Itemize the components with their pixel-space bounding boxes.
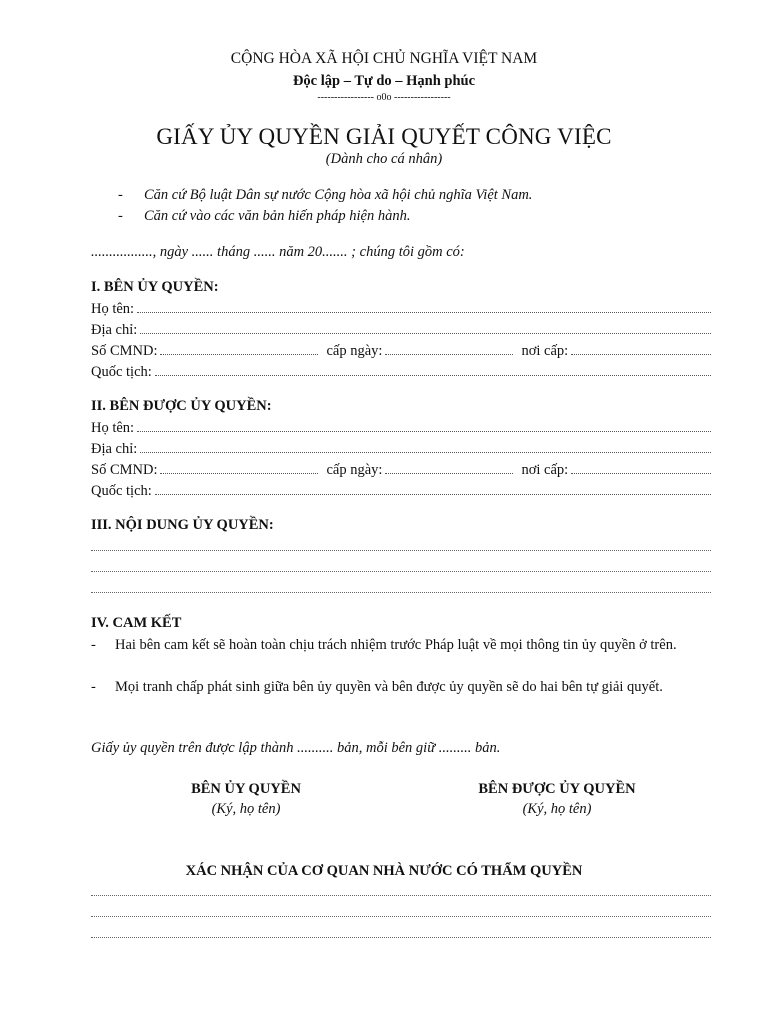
principal-id-label: Số CMND: [91, 343, 158, 359]
authority-line-1[interactable] [91, 895, 711, 896]
commitment-1: - Hai bên cam kết sẽ hoàn toàn chịu trách nhiệm trước Pháp luật về mọi thông tin ủy quyền ở trên. [91, 637, 677, 653]
content-line-1[interactable] [91, 550, 711, 551]
document-subtitle: (Dành cho cá nhân) [325, 151, 443, 167]
legal-basis-2: - Căn cứ vào các văn bản hiến pháp hiện hành. [118, 208, 411, 224]
content-line-2[interactable] [91, 571, 711, 572]
principal-nationality-label: Quốc tịch: [91, 364, 152, 380]
content-line-3[interactable] [91, 592, 711, 593]
principal-address-label: Địa chỉ: [91, 322, 138, 338]
agent-signature-note: (Ký, họ tên) [522, 801, 592, 817]
principal-address-field[interactable] [91, 321, 711, 341]
header-separator: ----------------- o0o ----------------- [317, 92, 451, 103]
principal-name-label: Họ tên: [91, 301, 135, 317]
principal-issue-date-label: cấp ngày: [326, 343, 383, 359]
agent-address-field[interactable] [91, 440, 711, 460]
principal-id-field[interactable] [91, 342, 711, 362]
copies-line: Giấy ủy quyền trên được lập thành .......... bản, mỗi bên giữ ......... bản. [91, 740, 501, 756]
commitment-2: - Mọi tranh chấp phát sinh giữa bên ủy quyền và bên được ủy quyền sẽ do hai bên tự giải quyết. [91, 679, 663, 695]
agent-name-label: Họ tên: [91, 420, 135, 436]
authority-confirmation-heading: XÁC NHẬN CỦA CƠ QUAN NHÀ NƯỚC CÓ THẨM QUYỀN [185, 863, 583, 879]
agent-issue-place-label: nơi cấp: [521, 462, 569, 478]
agent-id-field[interactable] [91, 461, 711, 481]
date-line: ................., ngày ...... tháng ...... năm 20....... ; chúng tôi gồm có: [91, 244, 465, 260]
section-agent-heading: II. BÊN ĐƯỢC ỦY QUYỀN: [91, 398, 272, 414]
section-principal-heading: I. BÊN ỦY QUYỀN: [91, 279, 219, 295]
agent-name-field[interactable] [91, 419, 711, 439]
authority-line-2[interactable] [91, 916, 711, 917]
principal-signature-note: (Ký, họ tên) [211, 801, 281, 817]
agent-signature-title: BÊN ĐƯỢC ỦY QUYỀN [478, 781, 636, 797]
section-content-heading: III. NỘI DUNG ỦY QUYỀN: [91, 517, 274, 533]
principal-nationality-field[interactable] [91, 363, 711, 383]
authority-line-3[interactable] [91, 937, 711, 938]
section-commitment-heading: IV. CAM KẾT [91, 615, 182, 631]
agent-nationality-label: Quốc tịch: [91, 483, 152, 499]
principal-issue-place-label: nơi cấp: [521, 343, 569, 359]
agent-nationality-field[interactable] [91, 482, 711, 502]
principal-signature-title: BÊN ỦY QUYỀN [191, 781, 301, 797]
document-title: GIẤY ỦY QUYỀN GIẢI QUYẾT CÔNG VIỆC [156, 124, 612, 149]
agent-address-label: Địa chỉ: [91, 441, 138, 457]
national-title: CỘNG HÒA XÃ HỘI CHỦ NGHĨA VIỆT NAM [230, 50, 538, 67]
agent-id-label: Số CMND: [91, 462, 158, 478]
principal-name-field[interactable] [91, 300, 711, 320]
national-motto: Độc lập – Tự do – Hạnh phúc [292, 73, 476, 89]
legal-basis-1: - Căn cứ Bộ luật Dân sự nước Cộng hòa xã hội chủ nghĩa Việt Nam. [118, 187, 533, 203]
agent-issue-date-label: cấp ngày: [326, 462, 383, 478]
